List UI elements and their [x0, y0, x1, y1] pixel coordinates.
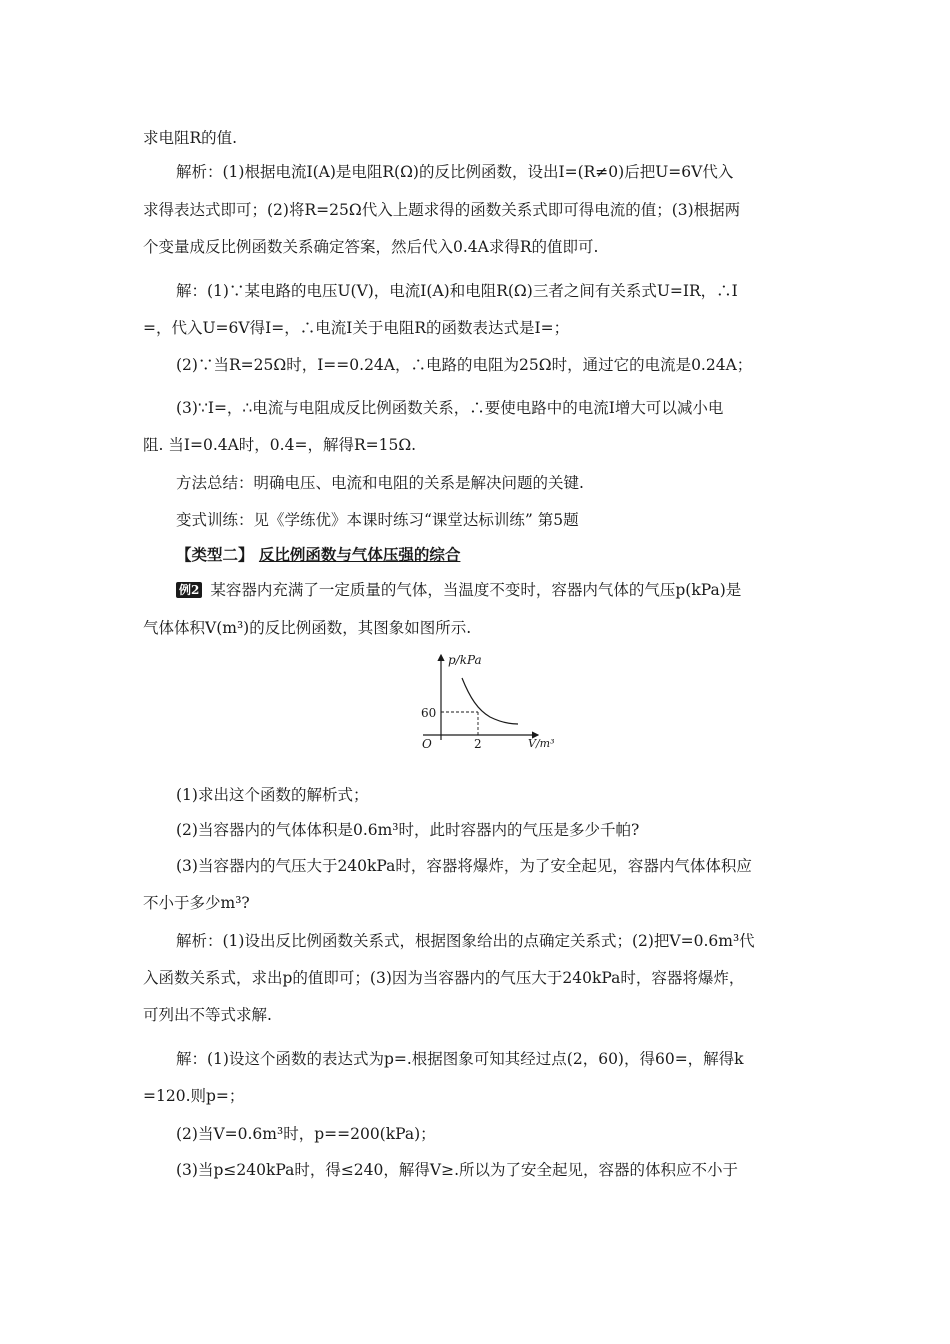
example-badge: 例2: [176, 582, 202, 598]
text-line: 解析：(1)根据电流I(A)是电阻R(Ω)的反比例函数，设出I=(R≠0)后把U=6V代入: [176, 163, 734, 181]
text-line: 求电阻R的值.: [143, 129, 238, 147]
inverse-curve: [462, 678, 518, 724]
text-line: =，代入U=6V得I=，∴电流I关于电阻R的函数表达式是I=；: [143, 319, 570, 337]
text-line: (2)∵当R=25Ω时，I==0.24A，∴电路的电阻为25Ω时，通过它的电流是0.24A；: [176, 356, 753, 374]
origin-label: O: [422, 737, 432, 751]
pressure-volume-graph: [418, 650, 568, 760]
text-line: 变式训练：见《学练优》本课时练习“课堂达标训练” 第5题: [176, 511, 579, 529]
solution-line: 解：(1)设这个函数的表达式为p=.根据图象可知其经过点(2，60)，得60=，解得k: [176, 1050, 744, 1068]
text-line: 求得表达式即可；(2)将R=25Ω代入上题求得的函数关系式即可得电流的值；(3)根据两: [143, 201, 741, 219]
analysis-line: 解析：(1)设出反比例函数关系式，根据图象给出的点确定关系式；(2)把V=0.6m³代: [176, 932, 755, 950]
analysis-line: 可列出不等式求解.: [143, 1006, 272, 1024]
example-line: [176, 580, 816, 600]
text-line: 解：(1)∵某电路的电压U(V)，电流I(A)和电阻R(Ω)三者之间有关系式U=IR，∴I: [176, 282, 738, 300]
solution-line: =120.则p=；: [143, 1087, 245, 1105]
text-line: 阻. 当I=0.4A时，0.4=，解得R=15Ω.: [143, 436, 417, 454]
question-line: 不小于多少m³?: [143, 894, 250, 912]
example-line: 气体体积V(m³)的反比例函数，其图象如图所示.: [143, 619, 472, 637]
analysis-line: 入函数关系式，求出p的值即可；(3)因为当容器内的气压大于240kPa时，容器将爆炸，: [143, 969, 745, 987]
section-label: 【类型二】: [176, 545, 254, 564]
x-tick-label: 2: [474, 737, 482, 751]
solution-line: (3)当p≤240kPa时，得≤240，解得V≥.所以为了安全起见，容器的体积应不小于: [176, 1161, 738, 1179]
y-tick-label: 60: [421, 706, 437, 720]
question-line: (2)当容器内的气体体积是0.6m³时，此时容器内的气压是多少千帕?: [176, 821, 640, 839]
section-title: 反比例函数与气体压强的综合: [258, 545, 461, 564]
solution-line: (2)当V=0.6m³时，p==200(kPa)；: [176, 1125, 436, 1143]
question-line: (3)当容器内的气压大于240kPa时，容器将爆炸，为了安全起见，容器内气体体积应: [176, 857, 752, 875]
text-line: 个变量成反比例函数关系确定答案，然后代入0.4A求得R的值即可.: [143, 238, 599, 256]
question-line: (1)求出这个函数的解析式；: [176, 786, 369, 804]
x-axis-label: V/m³: [528, 737, 555, 750]
y-axis-label: p/kPa: [448, 653, 482, 667]
text-line: 方法总结：明确电压、电流和电阻的关系是解决问题的关键.: [176, 474, 584, 492]
text-line: (3)∵I=，∴电流与电阻成反比例函数关系，∴要使电路中的电流I增大可以减小电: [176, 399, 724, 417]
section-heading: [176, 545, 816, 565]
example-text: 某容器内充满了一定质量的气体，当温度不变时，容器内气体的气压p(kPa)是: [210, 581, 742, 599]
